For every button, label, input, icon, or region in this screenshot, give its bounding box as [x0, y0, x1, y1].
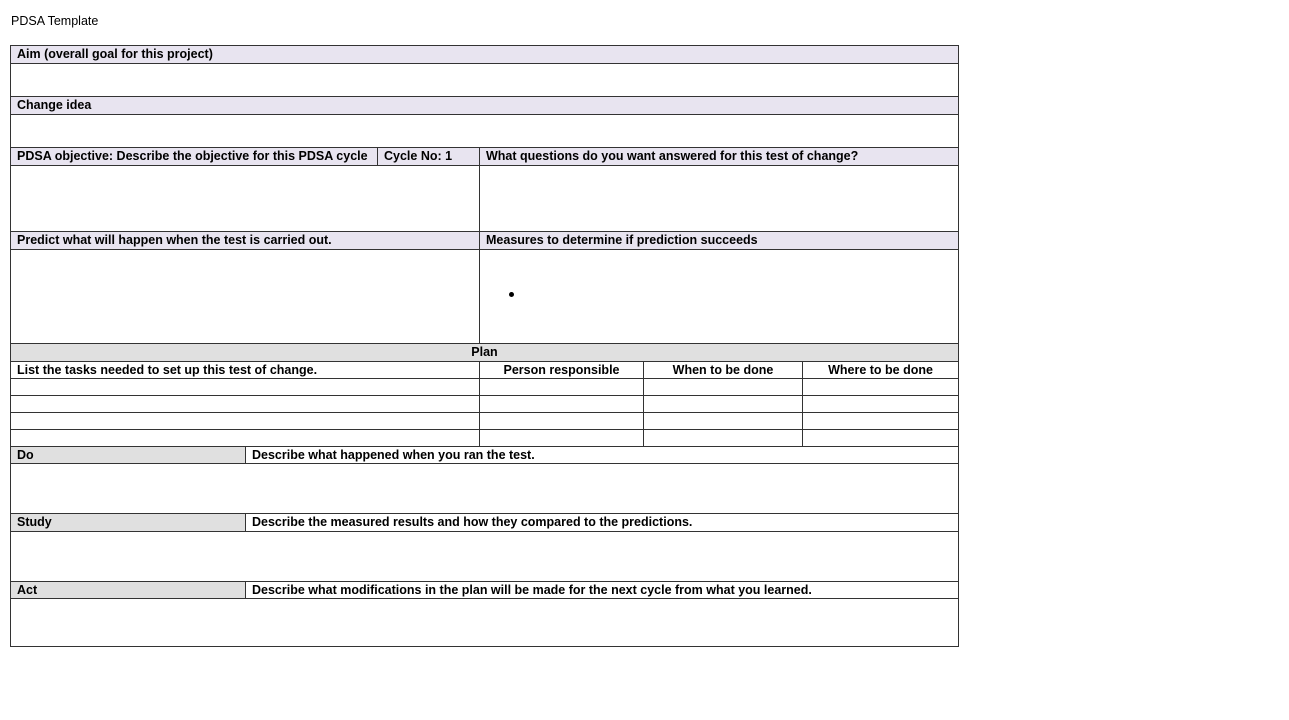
tasks-header: List the tasks needed to set up this test of change. [10, 361, 480, 379]
cycle-number: Cycle No: 1 [377, 147, 480, 166]
predict-field[interactable] [10, 249, 480, 344]
pdsa-form [10, 45, 959, 647]
person-cell[interactable] [479, 429, 644, 447]
questions-header: What questions do you want answered for this test of change? [479, 147, 959, 166]
objective-header: PDSA objective: Describe the objective for this PDSA cycle [10, 147, 378, 166]
when-cell[interactable] [643, 429, 803, 447]
do-label: Do [10, 446, 246, 464]
where-cell[interactable] [802, 395, 959, 413]
task-cell[interactable] [10, 429, 480, 447]
objective-field[interactable] [10, 165, 480, 232]
change-idea-field[interactable] [10, 114, 959, 148]
task-cell[interactable] [10, 412, 480, 430]
study-label: Study [10, 513, 246, 532]
change-idea-header: Change idea [10, 96, 959, 115]
measures-field[interactable] [479, 249, 959, 344]
act-label: Act [10, 581, 246, 599]
person-cell[interactable] [479, 412, 644, 430]
act-field[interactable] [10, 598, 959, 647]
plan-header: Plan [10, 343, 959, 362]
person-cell[interactable] [479, 395, 644, 413]
study-field[interactable] [10, 531, 959, 582]
aim-header: Aim (overall goal for this project) [10, 45, 959, 64]
questions-field[interactable] [479, 165, 959, 232]
where-cell[interactable] [802, 412, 959, 430]
where-cell[interactable] [802, 378, 959, 396]
bullet-point [509, 292, 514, 297]
measures-header: Measures to determine if prediction succeeds [479, 231, 959, 250]
where-cell[interactable] [802, 429, 959, 447]
when-cell[interactable] [643, 378, 803, 396]
task-cell[interactable] [10, 395, 480, 413]
when-cell[interactable] [643, 412, 803, 430]
study-description: Describe the measured results and how they compared to the predictions. [245, 513, 959, 532]
aim-field[interactable] [10, 63, 959, 97]
do-description: Describe what happened when you ran the test. [245, 446, 959, 464]
task-cell[interactable] [10, 378, 480, 396]
when-header: When to be done [643, 361, 803, 379]
act-description: Describe what modifications in the plan will be made for the next cycle from what you learned. [245, 581, 959, 599]
page-title: PDSA Template [11, 14, 99, 28]
do-field[interactable] [10, 463, 959, 514]
predict-header: Predict what will happen when the test is carried out. [10, 231, 480, 250]
where-header: Where to be done [802, 361, 959, 379]
person-cell[interactable] [479, 378, 644, 396]
when-cell[interactable] [643, 395, 803, 413]
person-responsible-header: Person responsible [479, 361, 644, 379]
